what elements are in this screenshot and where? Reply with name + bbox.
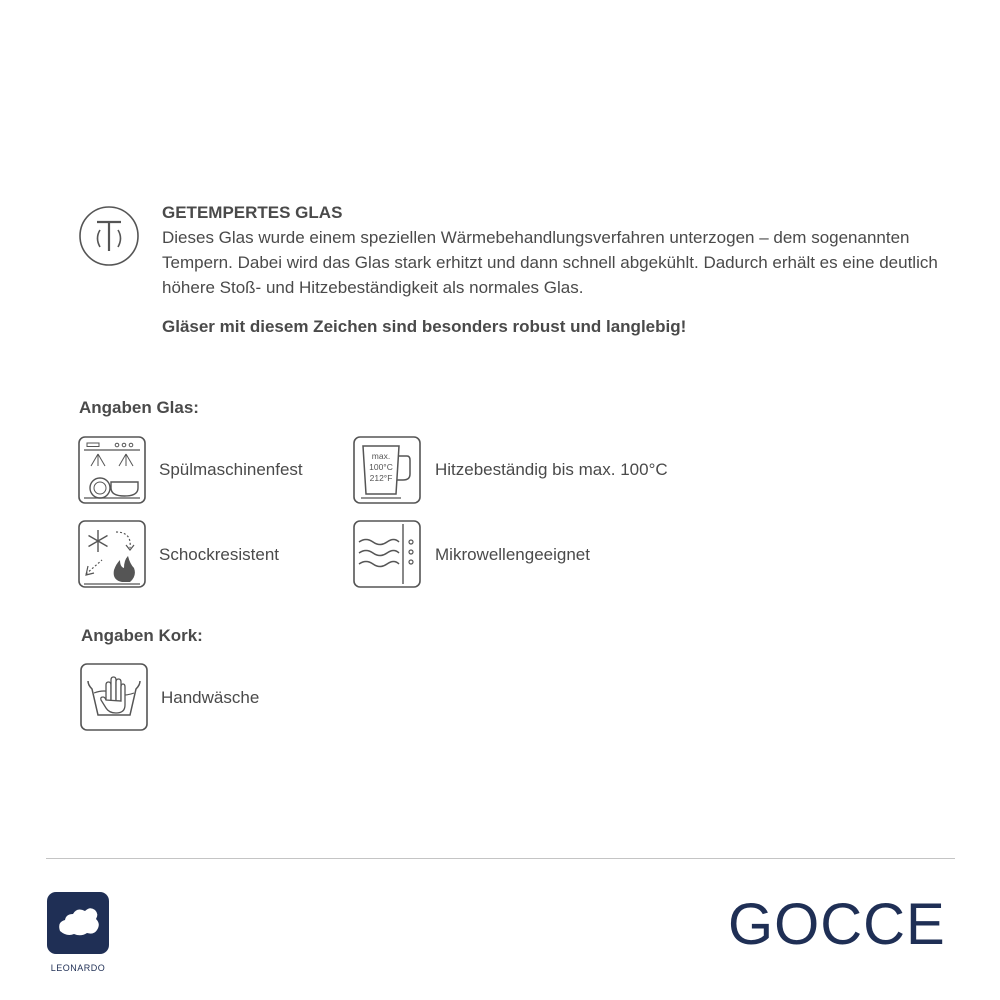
leonardo-drop-logo	[47, 892, 109, 954]
intro-text-block	[162, 200, 952, 339]
heat-mug-icon	[353, 436, 421, 504]
intro-body: Dieses Glas wurde einem speziellen Wärmebehandlungsverfahren unterzogen – dem sogenannten Tempern. Dabei wird das Glas stark erhitzt und dann schnell abgekühlt. Dadurch erhält es eine deutlich höhere Stoß- und Hitzebeständigkeit als normales Glas.	[162, 228, 938, 297]
intro-highlight: Gläser mit diesem Zeichen sind besonders robust und langlebig!	[162, 317, 687, 336]
footer-divider	[46, 858, 955, 859]
feature-dishwasher-label: Spülmaschinenfest	[159, 460, 303, 479]
flame-icon	[114, 556, 135, 582]
feature-shock-label: Schockresistent	[159, 545, 279, 564]
feature-heat-label: Hitzebeständig bis max. 100°C	[435, 460, 668, 479]
mug-text-max: max.	[371, 451, 391, 461]
feature-handwash-label: Handwäsche	[161, 688, 260, 707]
intro-heading: GETEMPERTES GLAS	[162, 203, 343, 222]
dishwasher-icon	[78, 436, 146, 504]
cork-section-title: Angaben Kork:	[81, 626, 203, 645]
microwave-icon	[353, 520, 421, 588]
glass-section-title: Angaben Glas:	[79, 398, 199, 417]
hand-wash-icon	[80, 663, 148, 731]
feature-microwave-label: Mikrowellengeeignet	[435, 545, 590, 564]
tempered-t-icon	[78, 205, 140, 267]
mug-text-celsius: 100°C	[369, 462, 393, 472]
snowflake-icon	[89, 530, 108, 552]
thermal-shock-icon	[78, 520, 146, 588]
mug-text-fahrenheit: 212°F	[369, 473, 393, 483]
brand-name: GOCCE	[728, 892, 946, 957]
leonardo-wordmark: LEONARDO	[50, 963, 106, 973]
